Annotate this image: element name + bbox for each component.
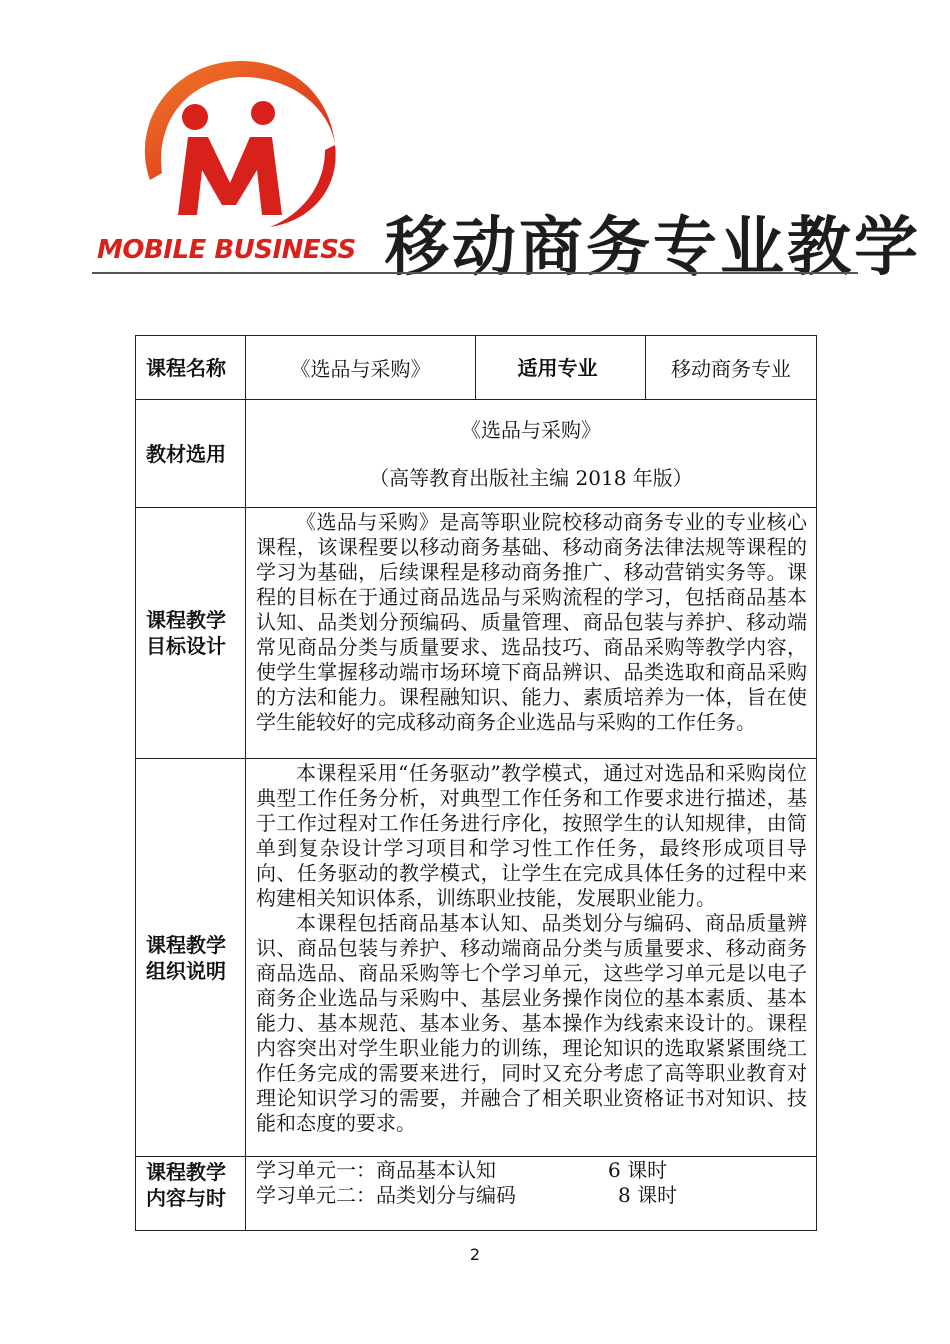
organization-label [136,759,246,1157]
brand-chinese-title: 移动商务专业教学 [385,211,921,285]
list-item [256,1183,807,1208]
unit-name: 学习单元一：商品基本认知 [256,1158,496,1182]
paragraph: 《选品与采购》是高等职业院校移动商务专业的专业核心课程，该课程要以移动商务基础、移动商务法律法规等课程的学习为基础，后续课程是移动商务推广、移动营销实务等。课程的目标在于通过商品选品与采购流程的学习，包括商品基本认知、品类划分预编码、质量管理、商品包装与养护、移动端常见商品分类与质量要求、选品技巧、商品采购等教学内容，使学生掌握移动端市场环境下商品辨识、品类选取和商品采购的方法和能力。课程融知识、能力、素质培养为一体，旨在使学生能较好的完成移动商务企业选品与采购的工作任务。 [256,510,807,734]
label-line: 课程教学 [146,1160,226,1184]
brand-english-name: MOBILE BUSINESS [97,235,356,265]
header-divider [92,272,858,274]
units-list [246,1157,817,1231]
table-row [136,400,817,508]
textbook-label: 教材选用 [136,400,246,508]
list-item [256,1158,807,1183]
label-line: 内容与时 [146,1186,226,1210]
paragraph: 本课程包括商品基本认知、品类划分与编码、商品质量辨识、商品包装与养护、移动端商品分类与质量要求、移动商务商品选品、商品采购等七个学习单元，这些学习单元是以电子商务企业选品与采购中、基层业务操作岗位的基本素质、基本能力、基本规范、基本业务、基本操作为线索来设计的。课程内容突出对学生职业能力的训练，理论知识的选取紧紧围绕工作任务完成的需要来进行，同时又充分考虑了高等职业教育对理论知识学习的需要，并融合了相关职业资格证书对知识、技能和态度的要求。 [256,911,807,1135]
textbook-title: 《选品与采购》 [461,417,601,442]
major-value: 移动商务专业 [646,336,817,400]
unit-hours: 8 课时 [618,1183,678,1207]
table-row [136,508,817,759]
table-row [136,1157,817,1231]
textbook-cell [246,400,817,508]
table-row [136,759,817,1157]
textbook-publisher: （高等教育出版社主编 2018 年版） [369,465,693,490]
table-row [136,336,817,400]
major-label: 适用专业 [476,336,646,400]
course-name-value: 《选品与采购》 [246,336,476,400]
course-info-table [135,335,817,1231]
unit-hours: 6 课时 [608,1158,668,1182]
label-line: 目标设计 [146,634,226,658]
label-line: 课程教学 [146,932,226,957]
content-hours-label [136,1157,246,1231]
goal-design-text [246,508,817,759]
label-line: 课程教学 [146,608,226,632]
page-header [0,0,950,290]
organization-text [246,759,817,1157]
goal-design-label [136,508,246,759]
mobile-business-logo [130,55,345,230]
paragraph: 本课程采用“任务驱动”教学模式，通过对选品和采购岗位典型工作任务分析，对典型工作任务和工作要求进行描述，基于工作过程对工作任务进行序化，按照学生的认知规律，由简单到复杂设计学习项目和学习性工作任务，最终形成项目导向、任务驱动的教学模式，让学生在完成具体任务的过程中来构建相关知识体系，训练职业技能，发展职业能力。 [256,761,807,910]
course-name-label: 课程名称 [136,336,246,400]
label-line: 组织说明 [146,958,226,983]
page-number: 2 [469,1245,481,1264]
unit-name: 学习单元二：品类划分与编码 [256,1183,516,1207]
